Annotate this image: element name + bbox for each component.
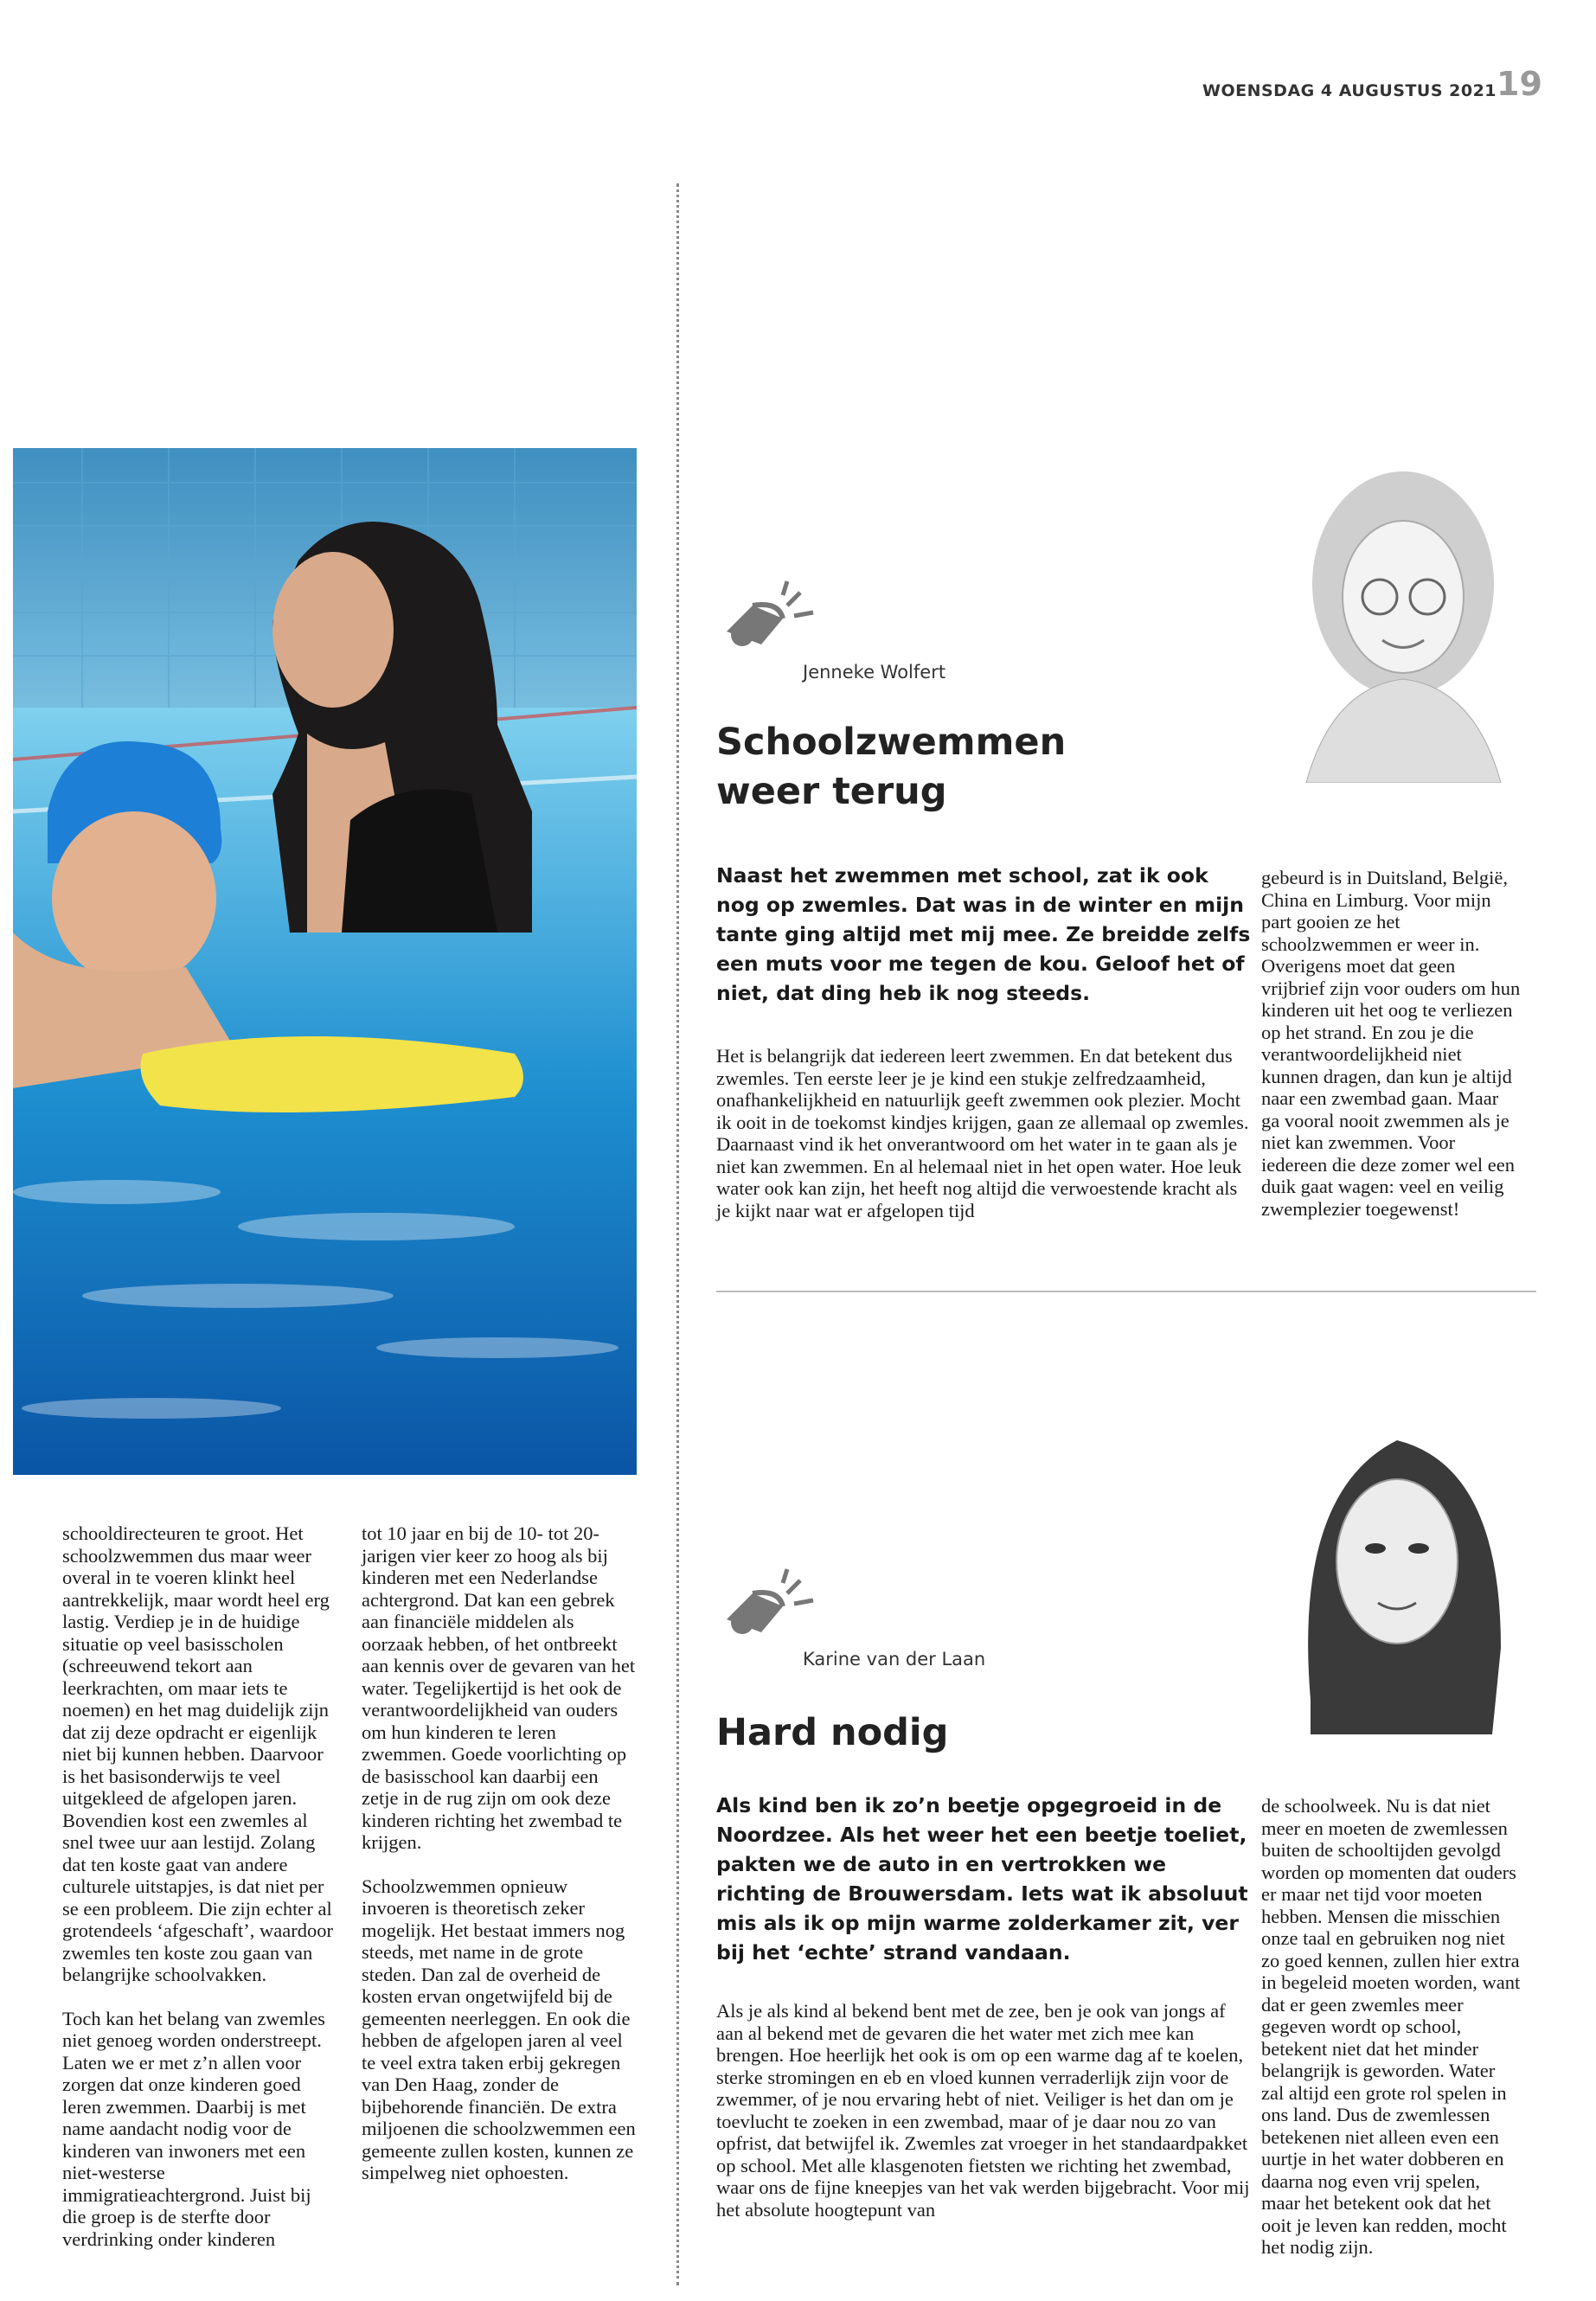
article-body: Het is belangrijk dat iedereen leert zwemmen. En dat betekent dus zwemles. Ten eerste leer je je kind een stukje zelfredzaamheid, onafhankelijkheid en natuurlijk geeft zwemmen ook plezier. Mocht ik ooit in de toekomst kindjes krijgen, gaan ze allemaal op zwemles. Daarnaast vind ik het onverantwoord om het water in te gaan als je niet kan zwemmen. En al helemaal niet in het open water. Hoe leuk water ook kan zijn, het heeft nog altijd die verwoestende kracht als je kijkt naar wat er afgelopen tijd xyxy=(716,1045,1249,1221)
article-body: Als je als kind al bekend bent met de zee, ben je ook van jongs af aan al bekend met de gevaren die het water met zich mee kan brengen. Hoe heerlijk het ook is om op een warme dag af te koelen, sterke stromingen en eb en vloed kunnen verraderlijk zijn voor de zwemmer, of je nou ervaring hebt of niet. Veiliger is het dan om je toevlucht te zoeken in een zwembad, maar of je daar nou zo van opfrist, dat betwijfel ik. Zwemles zat vroeger in het standaardpakket op school. Met alle klasgenoten fietsten we richting het zwembad, waar ons de fijne kneepjes van het vak werden bijgebracht. Voor mij het absolute hoogtepunt van xyxy=(716,2000,1250,2221)
paragraph: tot 10 jaar en bij de 10- tot 20-jarigen vier keer zo hoog als bij kinderen met een Nederlandse achtergrond. Dat kan een gebrek aan financiële middelen als oorzaak hebben, of het ontbreekt aan kennis over de gevaren van het water. Tegelijkertijd is het ook de verantwoordelijkheid van ouders om hun kinderen te leren zwemmen. Goede voorlichting op de basisschool kan daarbij een zetje in de rug zijn om ook deze kinderen richting het zwembad te krijgen. xyxy=(362,1522,636,1853)
author-name: Karine van der Laan xyxy=(803,1649,986,1670)
article-headline xyxy=(716,718,1235,817)
author-portrait xyxy=(1276,1388,1522,1734)
paragraph: Schoolzwemmen opnieuw invoeren is theoretisch zeker mogelijk. Het bestaat immers nog steeds, met name in de grote steden. Dan zal de overheid de kosten ervan ongetwijfeld bij de gemeenten neerleggen. En ook die hebben de afgelopen jaren al veel te veel extra taken erbij gekregen van Den Haag, zonder de bijbehorende financiën. De extra miljoenen die schoolzwemmen een gemeente zullen kosten, kunnen ze simpelweg niet ophoesten. xyxy=(362,1875,636,2183)
swimming-lesson-photo xyxy=(13,448,637,1475)
article-divider xyxy=(716,1291,1536,1292)
left-column-1 xyxy=(62,1522,339,2272)
left-column-2 xyxy=(362,1522,637,2206)
headline-line: weer terug xyxy=(716,770,947,813)
header-date: WOENSDAG 4 AUGUSTUS 2021 xyxy=(1202,81,1497,100)
megaphone-icon xyxy=(718,580,817,662)
article-lead: Als kind ben ik zo’n beetje opgegroeid in de Noordzee. Als het weer het een beetje toeliet, pakten we de auto in en vertrokken we richting de Brouwersdam. Iets wat ik absoluut mis als ik op mijn warme zolderkamer zit, ver bij het ‘echte’ strand vandaan. xyxy=(716,1793,1248,1965)
page-number: 19 xyxy=(1497,65,1542,103)
megaphone-icon xyxy=(718,1567,817,1650)
author-portrait xyxy=(1280,454,1527,783)
article-side-column: gebeurd is in Duitsland, België, China en Limburg. Voor mijn part gooien ze het schoolzwemmen er weer in. Overigens moet dat geen vrijbrief zijn voor ouders om hun kinderen uit het oog te verliezen op het strand. En zou je die verantwoordelijkheid niet kunnen dragen, dan kun je altijd naar een zwembad gaan. Maar ga vooral nooit zwemmen als je niet kan zwemmen. Voor iedereen die deze zomer wel een duik gaat wagen: veel en veilig zwemplezier toegewenst! xyxy=(1261,867,1521,1220)
author-name: Jenneke Wolfert xyxy=(803,662,946,683)
article-lead: Naast het zwemmen met school, zat ik ook nog op zwemles. Dat was in de winter en mijn tante ging altijd met mij mee. Ze breidde zelfs een muts voor me tegen de kou. Geloof het of niet, dat ding heb ik nog steeds. xyxy=(716,863,1251,1005)
paragraph: schooldirecteuren te groot. Het schoolzwemmen dus maar weer overal in te voeren klinkt heel aantrekkelijk, maar wordt heel erg lastig. Verdiep je in de huidige situatie op veel basisscholen (schreeuwend tekort aan leerkrachten, om maar iets te noemen) en het mag duidelijk zijn dat zij deze opdracht er eigenlijk niet bij kunnen hebben. Daarvoor is het basisonderwijs te veel uitgekleed de afgelopen jaren. Bovendien kost een zwemles al snel twee uur aan lestijd. Zolang dat ten koste gaat van andere culturele uitstapjes, is dat niet per se een probleem. Die zijn echter al grotendeels ‘afgeschaft’, waardoor zwemles ten koste zou gaan van belangrijke schoolvakken. xyxy=(62,1522,333,1985)
article-headline: Hard nodig xyxy=(716,1711,949,1754)
paragraph: Toch kan het belang van zwemles niet genoeg worden onderstreept. Laten we er met z’n allen voor zorgen dat onze kinderen goed leren zwemmen. Daarbij is met name aandacht nodig voor de kinderen van inwoners met een niet-westerse immigratieachtergrond. Juist bij die groep is de sterfte door verdrinking onder kinderen xyxy=(62,2007,325,2250)
headline-line: Schoolzwemmen xyxy=(716,721,1067,764)
article-side-column: de schoolweek. Nu is dat niet meer en moeten de zwemlessen buiten de schooltijden gevolgd worden op momenten dat ouders er maar net tijd voor moeten hebben. Mensen die misschien onze taal en gebruiken nog niet zo goed kennen, zullen hier extra in begeleid moeten worden, want dat er geen zwemles meer gegeven wordt op school, betekent niet dat het minder belangrijk is geworden. Water zal altijd een grote rol spelen in ons land. Dus de zwemlessen betekenen niet alleen even een uurtje in het water dobberen en daarna nog even vrij spelen, maar het betekent ook dat het ooit je leven kan redden, mocht het nodig zijn. xyxy=(1261,1795,1521,2258)
column-separator xyxy=(676,183,679,2285)
